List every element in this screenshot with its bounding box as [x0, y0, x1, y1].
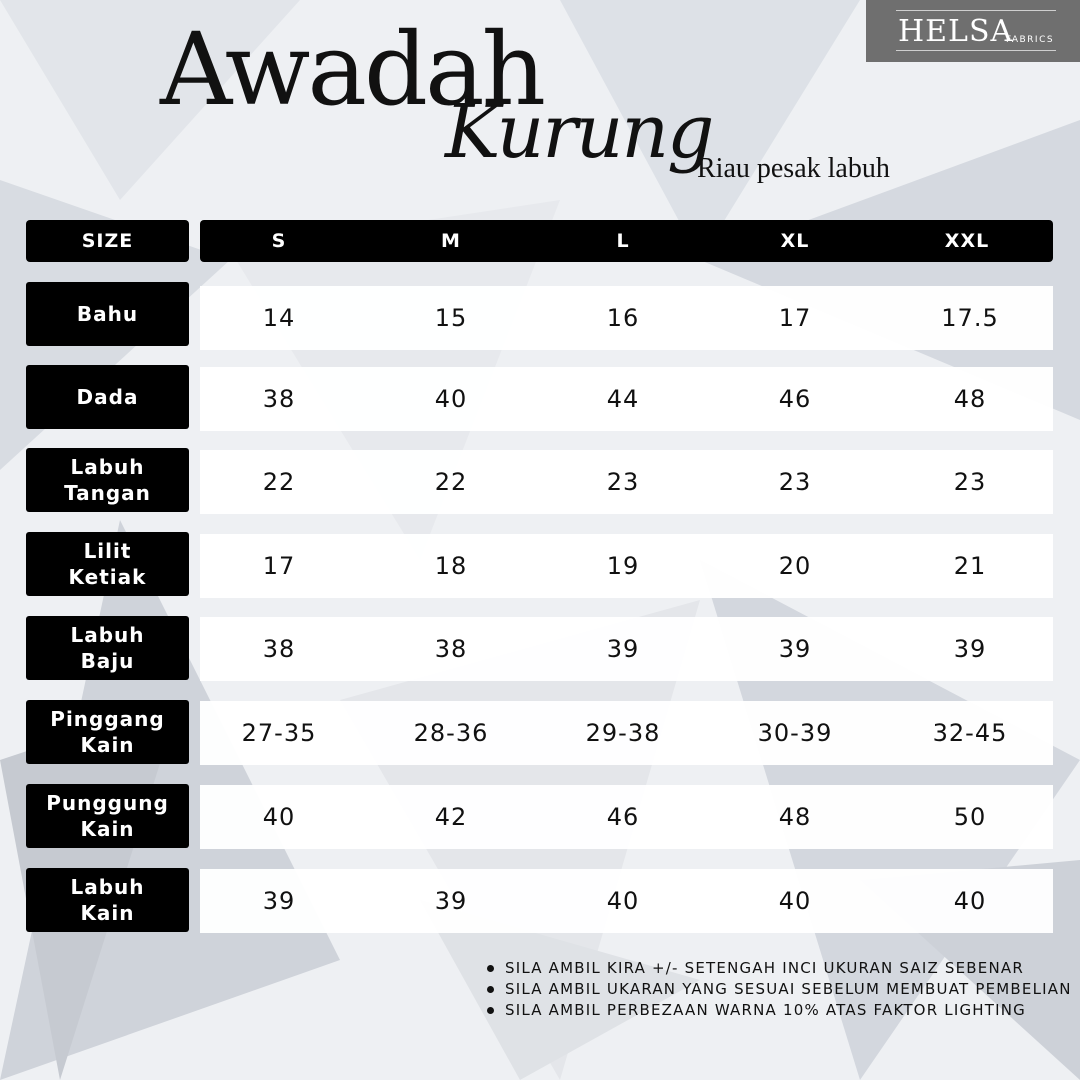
product-script-title: Kurung	[445, 89, 713, 175]
cell: 48	[778, 803, 812, 831]
product-subtitle: Riau pesak labuh	[697, 153, 890, 184]
cell: 17	[778, 304, 812, 332]
cell: 38	[262, 385, 296, 413]
cell: 40	[953, 887, 987, 915]
cell: 16	[606, 304, 640, 332]
notes-list	[485, 958, 1072, 1021]
cell: 39	[953, 635, 987, 663]
cell: 40	[434, 385, 468, 413]
cell: 50	[953, 803, 987, 831]
row-label: Lilit Ketiak	[26, 532, 189, 596]
cell: 15	[434, 304, 468, 332]
cell: 18	[434, 552, 468, 580]
cell: 17	[262, 552, 296, 580]
cell: 46	[606, 803, 640, 831]
cell: 44	[606, 385, 640, 413]
column-header: L	[616, 230, 630, 252]
brand-name: HELSA	[898, 14, 1014, 49]
cell: 30-39	[757, 719, 833, 747]
note-item: SILA AMBIL KIRA +/- SETENGAH INCI UKURAN SAIZ SEBENAR	[485, 958, 1072, 979]
cell: 39	[606, 635, 640, 663]
cell: 32-45	[932, 719, 1008, 747]
cell: 27-35	[241, 719, 317, 747]
row-label: Labuh Tangan	[26, 448, 189, 512]
row-label: Punggung Kain	[26, 784, 189, 848]
row-label: Pinggang Kain	[26, 700, 189, 764]
cell: 22	[434, 468, 468, 496]
cell: 23	[606, 468, 640, 496]
cell: 39	[778, 635, 812, 663]
cell: 48	[953, 385, 987, 413]
cell: 29-38	[585, 719, 661, 747]
cell: 38	[262, 635, 296, 663]
brand-logo	[866, 0, 1080, 62]
brand-sub: FABRICS	[1006, 35, 1055, 45]
cell: 42	[434, 803, 468, 831]
cell: 38	[434, 635, 468, 663]
row-label: Dada	[26, 365, 189, 429]
cell: 17.5	[941, 304, 999, 332]
cell: 19	[606, 552, 640, 580]
cell: 40	[262, 803, 296, 831]
cell: 40	[778, 887, 812, 915]
cell: 28-36	[413, 719, 489, 747]
cell: 39	[434, 887, 468, 915]
row-label: Bahu	[26, 282, 189, 346]
cell: 46	[778, 385, 812, 413]
cell: 20	[778, 552, 812, 580]
note-item: SILA AMBIL PERBEZAAN WARNA 10% ATAS FAKTOR LIGHTING	[485, 1000, 1072, 1021]
cell: 21	[953, 552, 987, 580]
column-header: XL	[780, 230, 810, 252]
cell: 39	[262, 887, 296, 915]
column-header: S	[271, 230, 287, 252]
cell: 23	[953, 468, 987, 496]
cell: 14	[262, 304, 296, 332]
column-header: XXL	[944, 230, 990, 252]
size-header: SIZE	[26, 220, 189, 262]
product-title: Awadah	[160, 11, 543, 128]
row-label: Labuh Kain	[26, 868, 189, 932]
note-item: SILA AMBIL UKARAN YANG SESUAI SEBELUM MEMBUAT PEMBELIAN	[485, 979, 1072, 1000]
row-label: Labuh Baju	[26, 616, 189, 680]
cell: 40	[606, 887, 640, 915]
cell: 23	[778, 468, 812, 496]
column-header: M	[441, 230, 461, 252]
cell: 22	[262, 468, 296, 496]
